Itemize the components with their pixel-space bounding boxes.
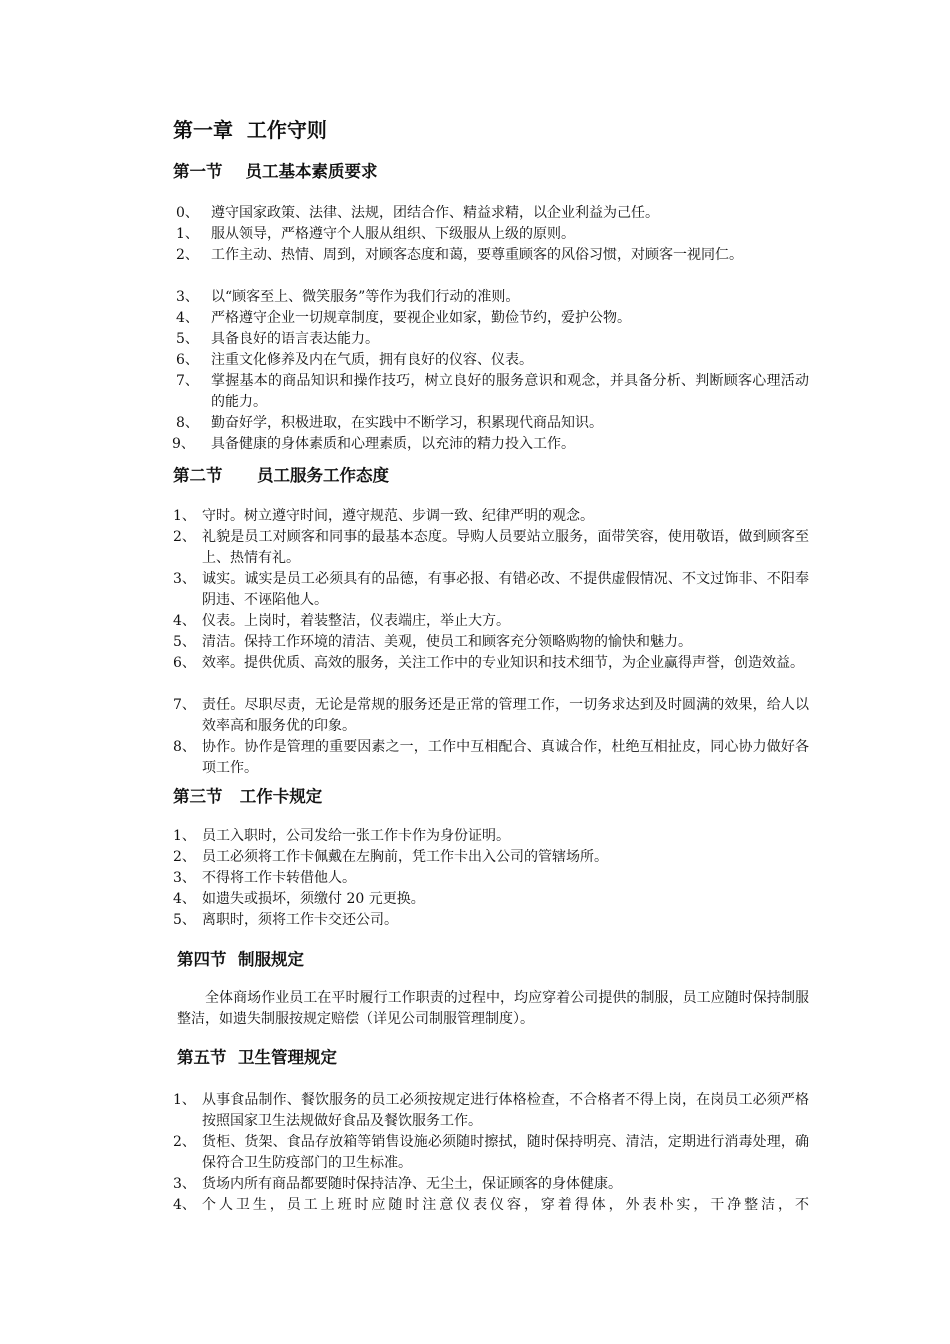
list-item-text: 员工入职时，公司发给一张工作卡作为身份证明。 bbox=[202, 828, 510, 844]
list-item-text: 遵守国家政策、法律、法规，团结合作、精益求精，以企业利益为己任。 bbox=[211, 205, 659, 221]
list-item bbox=[176, 413, 809, 434]
list-item-number: 7、 bbox=[176, 373, 199, 389]
section-title: 第三节 工作卡规定 bbox=[173, 787, 323, 806]
list-item bbox=[172, 434, 809, 455]
list-item-text: 责任。尽职尽责，无论是常规的服务还是正常的管理工作，一切务求达到及时圆满的效果，给人以效率高和服务优的印象。 bbox=[202, 697, 809, 734]
list-item-text: 具备良好的语言表达能力。 bbox=[211, 331, 379, 347]
list-item-text: 协作。协作是管理的重要因素之一，工作中互相配合、真诚合作，杜绝互相扯皮，同心协力做好各项工作。 bbox=[202, 739, 809, 776]
list-item bbox=[173, 527, 809, 569]
list-item-number: 2、 bbox=[173, 529, 196, 545]
list-item bbox=[176, 245, 809, 266]
list-item-number: 3、 bbox=[173, 870, 196, 886]
list-item bbox=[173, 695, 809, 737]
list-item-number: 2、 bbox=[173, 849, 196, 865]
list-item-number: 4、 bbox=[173, 1197, 196, 1213]
list-item-number: 3、 bbox=[173, 571, 196, 587]
list-item bbox=[173, 889, 809, 910]
list-item-text: 注重文化修养及内在气质，拥有良好的仪容、仪表。 bbox=[211, 352, 533, 368]
list-item-text: 货场内所有商品都要随时保持洁净、无尘土，保证顾客的身体健康。 bbox=[202, 1176, 622, 1192]
list-item bbox=[176, 203, 809, 224]
list-item bbox=[173, 910, 809, 931]
list-item-number: 5、 bbox=[176, 331, 199, 347]
list-item-text: 服从领导，严格遵守个人服从组织、下级服从上级的原则。 bbox=[211, 226, 575, 242]
list-item bbox=[173, 737, 809, 779]
section-title: 第五节 卫生管理规定 bbox=[177, 1048, 337, 1067]
list-item-number: 3、 bbox=[176, 289, 199, 305]
list-item bbox=[173, 506, 809, 527]
list-item bbox=[173, 1132, 809, 1174]
list-item bbox=[173, 1090, 809, 1132]
list-item-number: 5、 bbox=[173, 634, 196, 650]
list-item-text: 具备健康的身体素质和心理素质，以充沛的精力投入工作。 bbox=[211, 436, 575, 452]
list-item-text: 员工必须将工作卡佩戴在左胸前，凭工作卡出入公司的管辖场所。 bbox=[202, 849, 608, 865]
list-item-text: 从事食品制作、餐饮服务的员工必须按规定进行体格检查，不合格者不得上岗，在岗员工必须严格按照国家卫生法规做好食品及餐饮服务工作。 bbox=[202, 1092, 809, 1129]
list-item-number: 1、 bbox=[173, 1092, 196, 1108]
section-title: 第二节 员工服务工作态度 bbox=[173, 466, 389, 485]
list-item-number: 1、 bbox=[176, 226, 199, 242]
list-item bbox=[173, 826, 809, 847]
list-item bbox=[173, 632, 809, 653]
list-item-number: 8、 bbox=[173, 739, 196, 755]
list-item-text: 货柜、货架、食品存放箱等销售设施必须随时擦拭，随时保持明亮、清洁，定期进行消毒处理，确保符合卫生防疫部门的卫生标准。 bbox=[202, 1134, 809, 1171]
list-item-text: 效率。提供优质、高效的服务，关注工作中的专业知识和技术细节，为企业赢得声誉，创造效益。 bbox=[202, 655, 804, 671]
list-item-text: 不得将工作卡转借他人。 bbox=[202, 870, 356, 886]
body-paragraph: 全体商场作业员工在平时履行工作职责的过程中，均应穿着公司提供的制服，员工应随时保持制服整洁，如遗失制服按规定赔偿（详见公司制服管理制度）。 bbox=[177, 990, 809, 1027]
list-item bbox=[173, 653, 809, 674]
list-item bbox=[173, 611, 809, 632]
list-item bbox=[173, 569, 809, 611]
list-item-number: 9、 bbox=[172, 436, 195, 452]
list-item-text: 个人卫生，员工上班时应随时注意仪表仪容，穿着得体，外表朴实，干净整洁，不 bbox=[202, 1197, 809, 1213]
list-item bbox=[176, 308, 809, 329]
list-item-number: 4、 bbox=[173, 613, 196, 629]
list-item-text: 以“顾客至上、微笑服务”等作为我们行动的准则。 bbox=[211, 289, 520, 305]
list-item bbox=[176, 224, 809, 245]
section-title: 第四节 制服规定 bbox=[177, 950, 304, 969]
list-item-number: 2、 bbox=[176, 247, 199, 263]
list-item-number: 2、 bbox=[173, 1134, 196, 1150]
list-item-number: 4、 bbox=[176, 310, 199, 326]
list-item-number: 1、 bbox=[173, 828, 196, 844]
list-item-number: 0、 bbox=[176, 205, 199, 221]
list-item-text: 清洁。保持工作环境的清洁、美观，使员工和顾客充分领略购物的愉快和魅力。 bbox=[202, 634, 692, 650]
list-item bbox=[176, 329, 809, 350]
list-item-text: 离职时，须将工作卡交还公司。 bbox=[202, 912, 398, 928]
list-item bbox=[173, 1195, 809, 1216]
list-item-number: 5、 bbox=[173, 912, 196, 928]
list-item-number: 6、 bbox=[176, 352, 199, 368]
list-item bbox=[173, 847, 809, 868]
list-item bbox=[176, 287, 809, 308]
list-item-text: 勤奋好学，积极进取，在实践中不断学习，积累现代商品知识。 bbox=[211, 415, 603, 431]
list-item-text: 礼貌是员工对顾客和同事的最基本态度。导购人员要站立服务，面带笑容，使用敬语，做到顾客至上、热情有礼。 bbox=[202, 529, 809, 566]
list-item-text: 如遗失或损坏，须缴付 20 元更换。 bbox=[202, 891, 425, 907]
list-item-text: 诚实。诚实是员工必须具有的品德，有事必报、有错必改、不提供虚假情况、不文过饰非、不阳奉阴违、不诬陷他人。 bbox=[202, 571, 809, 608]
section-title: 第一节 员工基本素质要求 bbox=[173, 162, 378, 181]
list-item-number: 8、 bbox=[176, 415, 199, 431]
list-item-number: 1、 bbox=[173, 508, 196, 524]
list-item-text: 掌握基本的商品知识和操作技巧，树立良好的服务意识和观念，并具备分析、判断顾客心理活动的能力。 bbox=[211, 373, 809, 410]
chapter-title: 第一章 工作守则 bbox=[173, 118, 327, 142]
list-item-text: 守时。树立遵守时间，遵守规范、步调一致、纪律严明的观念。 bbox=[202, 508, 594, 524]
list-item bbox=[176, 350, 809, 371]
list-item bbox=[173, 868, 809, 889]
list-item-number: 7、 bbox=[173, 697, 196, 713]
list-item-number: 4、 bbox=[173, 891, 196, 907]
list-item-number: 3、 bbox=[173, 1176, 196, 1192]
list-item bbox=[176, 371, 809, 413]
list-item-number: 6、 bbox=[173, 655, 196, 671]
list-item-text: 工作主动、热情、周到，对顾客态度和蔼，要尊重顾客的风俗习惯，对顾客一视同仁。 bbox=[211, 247, 743, 263]
list-item-text: 严格遵守企业一切规章制度，要视企业如家，勤俭节约，爱护公物。 bbox=[211, 310, 631, 326]
list-item bbox=[173, 1174, 809, 1195]
list-item-text: 仪表。上岗时，着装整洁，仪表端庄，举止大方。 bbox=[202, 613, 510, 629]
